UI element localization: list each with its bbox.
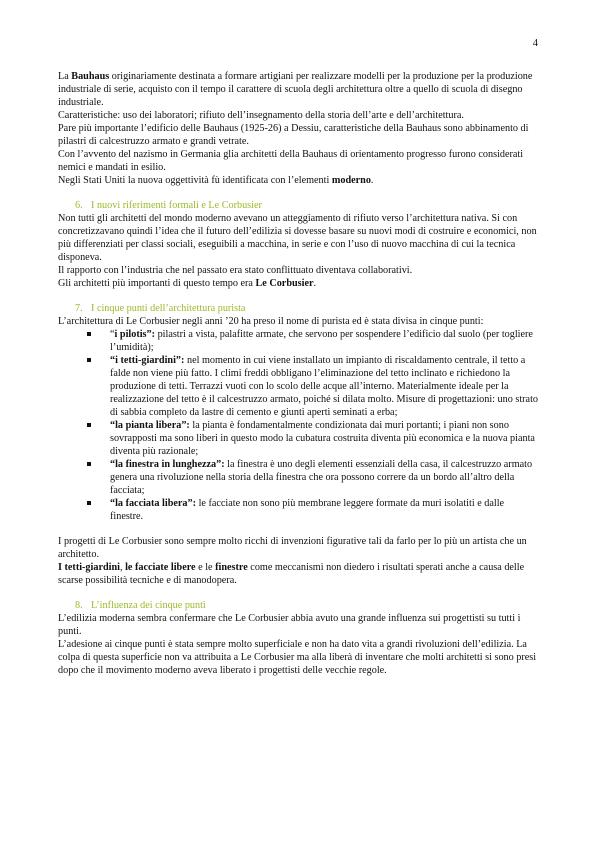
page-body xyxy=(58,70,538,677)
paragraph: Il rapporto con l’industria che nel passato era stato conflittuato diventava collaborativi. xyxy=(58,265,413,276)
section-number: 6. xyxy=(75,200,83,211)
section-title: L’influenza dei cinque punti xyxy=(91,600,206,611)
text-run: , xyxy=(119,562,126,573)
section-7 xyxy=(58,302,538,587)
bold-term: “la pianta libera”: xyxy=(110,420,190,431)
paragraph xyxy=(58,561,538,587)
square-bullet-icon xyxy=(87,332,91,336)
paragraph: Non tutti gli architetti del mondo moderno avevano un atteggiamento di rifiuto verso l’architettura nativa. Si con concretizzavano quindi l’idea che il futuro dell’edilizia si dovesse basare su nuovi modi di costruire e economici, non più differenziati per classi sociali, eseguibili a macchina, in serie e con l’uso di nuovo macchina di cui la tecnica disponeva. xyxy=(58,213,537,263)
bold-term: Le Corbusier xyxy=(255,278,314,289)
section-number: 7. xyxy=(75,303,83,314)
text-run: . xyxy=(370,175,374,186)
bold-term: I tetti-giardini xyxy=(58,562,120,573)
paragraph-bauhaus xyxy=(58,70,538,109)
text-run: pilastri a vista, palafitte armate, che servono per sospendere l’edificio dal suolo (per togliere l’umidità); xyxy=(110,329,533,353)
text-run: e le xyxy=(195,562,216,573)
text-run: la pianta è fondamentalmente condizionata dai muri portanti; i piani non sono sovrapposti ma sono liberi in questo modo la cubatura costruita diventa più economica e la nuova pianta diventa più razionale; xyxy=(110,420,535,457)
bold-term: “i tetti-giardini”: xyxy=(110,355,185,366)
text-run: come meccanismi non diedero i risultati sperati anche a causa delle scarse possibilità tecniche e di manodopera. xyxy=(58,562,525,586)
paragraph-nazism: Con l’avvento del nazismo in Germania glia architetti della Bauhaus di orientamento progresso furono considerati nemici e mandati in esilio. xyxy=(58,149,524,173)
bold-term: finestre xyxy=(215,562,248,573)
square-bullet-icon xyxy=(87,423,91,427)
text-run: nel momento in cui viene installato un impianto di riscaldamento centrale, il tetto a falde non viene più fatto. I climi freddi obbligano l’eliminazione del tetto inclinato e richiedono la produzione di tetti. Terrazzi vuoti con lo scolo delle acque all’interno. Materialmente ideale per la realizzazione del tetto è il calcestruzzo armato, poiché si dilata molto. Misure di progettazioni: uno strato di sabbia completo da lastre di cemento e giunti aperti seminati a erba; xyxy=(110,355,539,418)
section-6 xyxy=(58,199,538,290)
section-number: 8. xyxy=(75,600,83,611)
text-run: Gli architetti più importanti di questo tempo era xyxy=(58,278,256,289)
square-bullet-icon xyxy=(87,501,91,505)
list-item xyxy=(87,328,538,354)
list-item xyxy=(87,354,538,419)
section-title: I cinque punti dell’architettura purista xyxy=(91,303,246,314)
square-bullet-icon xyxy=(87,462,91,466)
list-item xyxy=(87,419,538,458)
text-run: . xyxy=(313,278,317,289)
text-run: Negli Stati Uniti la nuova oggettività fù identificata con l’elementi xyxy=(58,175,332,186)
text-run: originariamente destinata a formare artigiani per realizzare modelli per la produzione per la produzione industriale di serie, acquisto con il tempo il carattere di scuola degli architettura oltre a quello di scuola di disegno industriale. xyxy=(58,71,533,108)
list-item xyxy=(87,458,538,497)
paragraph-dessau: Pare più importante l’edificio delle Bauhaus (1925-26) a Dessiu, caratteristiche della Bauhaus sono abbinamento di pilastri di calcestruzzo armato e grandi vetrate. xyxy=(58,123,529,147)
paragraph: L’edilizia moderna sembra confermare che Le Corbusier abbia avuto una grande influenza sui progettisti su tutti i punti. xyxy=(58,613,521,637)
paragraph: I progetti di Le Corbusier sono sempre molto ricchi di invenzioni figurative tali da farlo per lo più un artista che un architetto. xyxy=(58,536,527,560)
five-points-list xyxy=(58,328,538,523)
text-run: “ xyxy=(110,329,115,340)
paragraph: L’architettura di Le Corbusier negli anni ’20 ha preso il nome di purista ed è stata divisa in cinque punti: xyxy=(58,316,484,327)
section-heading xyxy=(58,599,538,612)
section-8 xyxy=(58,599,538,677)
paragraph: L’adesione ai cinque punti è stata sempre molto superficiale e non ha dato vita a grandi rivoluzioni dell’edilizia. La colpa di questa superficie non va attribuita a Le Corbusier ma alla liberà di inventare che molti architetti si sono presi dopo che il movimento moderno aveva liberato i progettisti delle vecchie regole. xyxy=(58,639,537,676)
text-run: la finestra è uno degli elementi essenziali della casa, il calcestruzzo armato genera una rivoluzione nella storia della finestra che ora possono correre da un bordo all’altro della facciata; xyxy=(110,459,533,496)
list-item xyxy=(87,497,538,523)
bold-term: Bauhaus xyxy=(71,71,110,82)
section-title: I nuovi riferimenti formali e Le Corbusier xyxy=(91,200,262,211)
square-bullet-icon xyxy=(87,358,91,362)
text-run: La xyxy=(58,71,72,82)
section-heading xyxy=(58,302,538,315)
page-number: 4 xyxy=(532,38,538,49)
section-heading xyxy=(58,199,538,212)
spacer xyxy=(58,523,538,535)
text-run: le facciate non sono più membrane leggere formate da muri isolatiti e dalle finestre. xyxy=(110,498,505,522)
bold-term: “la finestra in lunghezza”: xyxy=(110,459,225,470)
bold-term: le facciate libere xyxy=(125,562,196,573)
bold-term: “la facciata libera”: xyxy=(110,498,197,509)
paragraph-characteristics: Caratteristiche: uso dei laboratori; rifiuto dell’insegnamento della storia dell’arte e dell’architettura. xyxy=(58,110,464,121)
bold-term: i pilotis”: xyxy=(114,329,156,340)
paragraph-usa xyxy=(58,174,538,187)
paragraph xyxy=(58,277,538,290)
bold-term: moderno xyxy=(331,175,371,186)
